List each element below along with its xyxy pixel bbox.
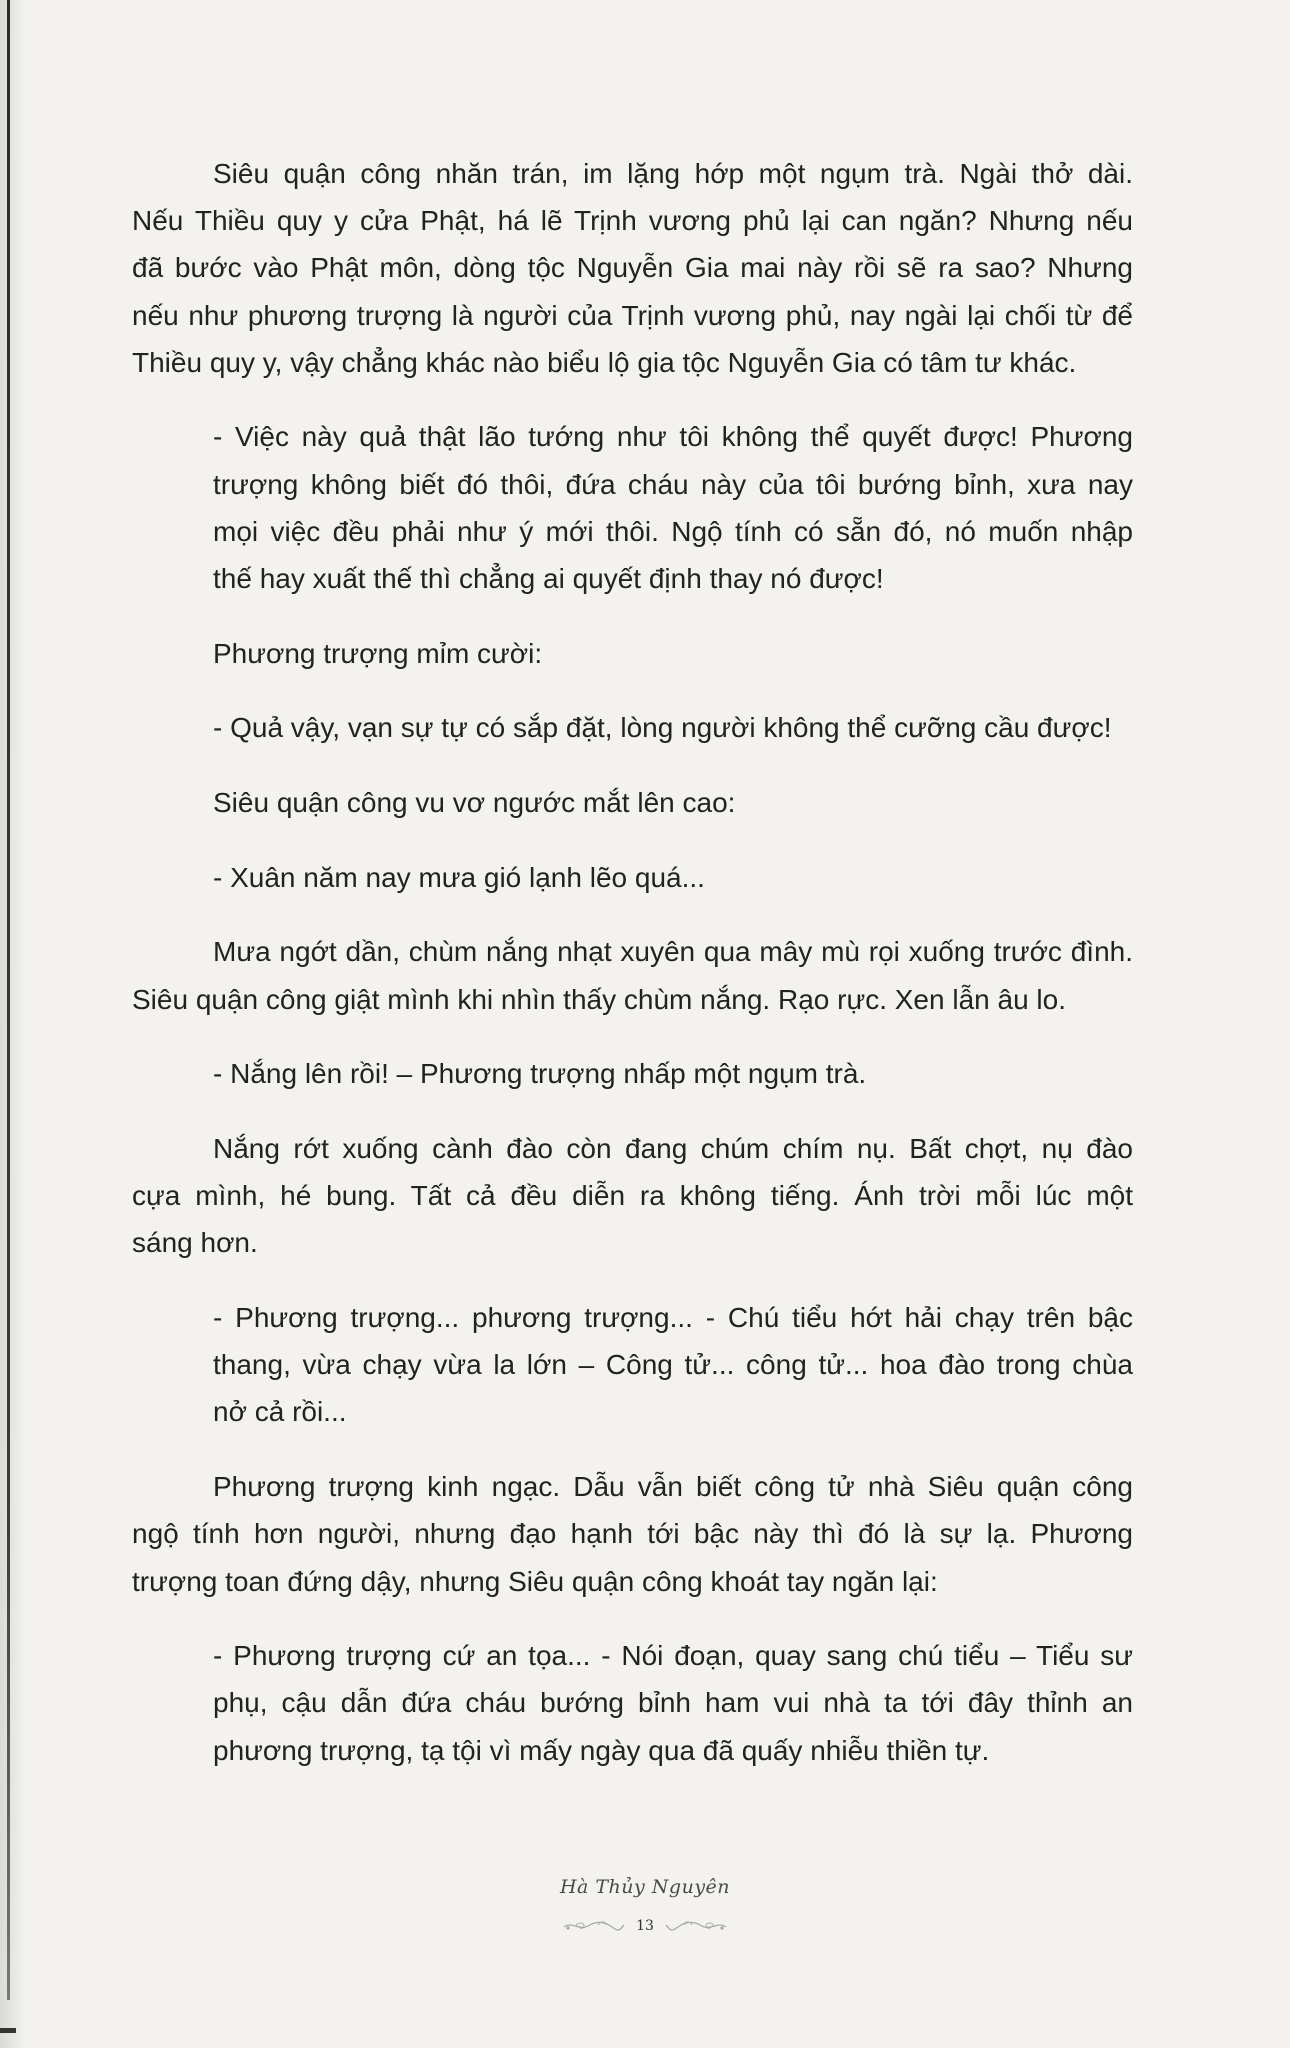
- text-line: nở cả rồi...: [213, 1396, 347, 1428]
- dialogue-paragraph: [132, 1050, 1133, 1097]
- narration-paragraph: [132, 928, 1133, 1022]
- text-line: Mưa ngớt dần, chùm nắng nhạt xuyên qua mây mù rọi xuống trước đình.: [213, 936, 1133, 968]
- text-line: mọi việc đều phải như ý mới thôi. Ngộ tính có sẵn đó, nó muốn nhập: [213, 515, 1133, 547]
- text-line: trượng không biết đó thôi, đứa cháu này của tôi bướng bỉnh, xưa nay: [213, 468, 1133, 500]
- narration-paragraph: [132, 1463, 1133, 1605]
- text-line: thang, vừa chạy vừa la lớn – Công tử... công tử... hoa đào trong chùa: [213, 1349, 1133, 1381]
- text-line: - Nắng lên rồi! – Phương trượng nhấp một ngụm trà.: [213, 1058, 867, 1090]
- text-line: thế hay xuất thế thì chẳng ai quyết định thay nó được!: [213, 563, 884, 594]
- dialogue-paragraph: [132, 854, 1133, 901]
- dialogue-paragraph: [132, 1632, 1133, 1774]
- body-text: [132, 150, 1133, 1774]
- text-line: Phương trượng mỉm cười:: [213, 637, 543, 669]
- text-line: - Quả vậy, vạn sự tự có sắp đặt, lòng người không thể cưỡng cầu được!: [213, 712, 1112, 744]
- text-line: ngộ tính hơn người, nhưng đạo hạnh tới bậc này thì đó là sự lạ. Phương: [132, 1518, 1133, 1550]
- text-line: trượng toan đứng dậy, nhưng Siêu quận công khoát tay ngăn lại:: [132, 1565, 938, 1597]
- running-footer: [0, 1912, 1290, 1940]
- narration-paragraph: [132, 630, 1133, 677]
- text-line: - Phương trượng... phương trượng... - Chú tiểu hớt hải chạy trên bậc: [213, 1302, 1133, 1334]
- narration-paragraph: [132, 150, 1133, 386]
- text-line: phương trượng, tạ tội vì mấy ngày qua đã quấy nhiễu thiền tự.: [213, 1734, 990, 1766]
- text-line: đã bước vào Phật môn, dòng tộc Nguyễn Gia mai này rồi sẽ ra sao? Nhưng: [132, 252, 1133, 284]
- text-line: - Xuân năm nay mưa gió lạnh lẽo quá...: [213, 861, 705, 893]
- text-line: Thiều quy y, vậy chẳng khác nào biểu lộ gia tộc Nguyễn Gia có tâm tư khác.: [132, 346, 1077, 378]
- binding-edge-shadow: [0, 0, 26, 2048]
- text-line: Nắng rớt xuống cành đào còn đang chúm chím nụ. Bất chợt, nụ đào: [213, 1133, 1133, 1164]
- dialogue-paragraph: [132, 704, 1133, 751]
- text-line: Siêu quận công vu vơ ngước mắt lên cao:: [213, 787, 736, 819]
- text-line: nếu như phương trượng là người của Trịnh vương phủ, nay ngài lại chối từ để: [132, 299, 1133, 331]
- ornament-left: [562, 1917, 626, 1935]
- text-line: Nếu Thiều quy y cửa Phật, há lẽ Trịnh vương phủ lại can ngăn? Nhưng nếu: [132, 205, 1133, 237]
- dialogue-paragraph: [132, 413, 1133, 602]
- text-line: Siêu quận công nhăn trán, im lặng hớp một ngụm trà. Ngài thở dài.: [213, 158, 1133, 189]
- text-line: sáng hơn.: [132, 1227, 258, 1259]
- text-line: cựa mình, hé bung. Tất cả đều diễn ra không tiếng. Ánh trời mỗi lúc một: [132, 1180, 1133, 1212]
- author-name: Hà Thủy Nguyên: [559, 1876, 731, 1898]
- text-line: - Phương trượng cứ an tọa... - Nói đoạn, quay sang chú tiểu – Tiểu sư: [213, 1640, 1133, 1672]
- text-line: - Việc này quả thật lão tướng như tôi không thể quyết được! Phương: [213, 421, 1133, 453]
- binding-edge-line: [7, 0, 10, 2000]
- narration-paragraph: [132, 1125, 1133, 1267]
- narration-paragraph: [132, 779, 1133, 826]
- ornament-right: [664, 1917, 728, 1935]
- text-line: Siêu quận công giật mình khi nhìn thấy chùm nắng. Rạo rực. Xen lẫn âu lo.: [132, 983, 1066, 1015]
- dialogue-paragraph: [132, 1294, 1133, 1436]
- page-number: 13: [636, 1918, 654, 1934]
- text-line: phụ, cậu dẫn đứa cháu bướng bỉnh ham vui nhà ta tới đây thỉnh an: [213, 1687, 1133, 1719]
- binding-edge-mark: [0, 2028, 16, 2033]
- text-line: Phương trượng kinh ngạc. Dẫu vẫn biết công tử nhà Siêu quận công: [213, 1471, 1133, 1503]
